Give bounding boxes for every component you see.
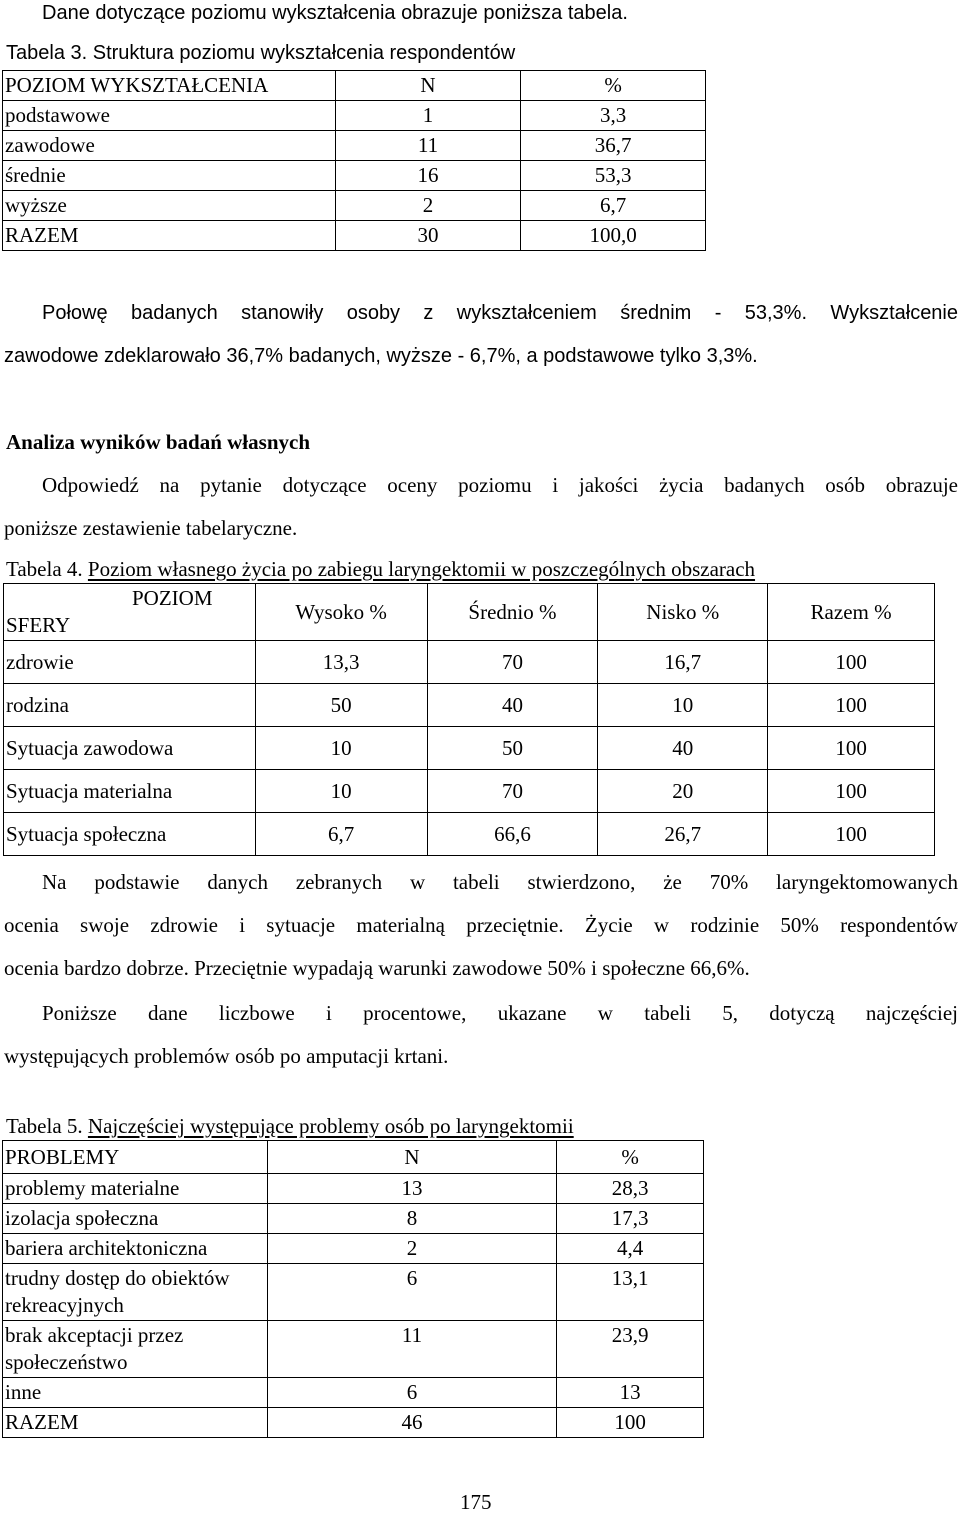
table-cell: 100 [768,684,935,727]
paragraph-line: Połowę badanych stanowiły osoby z wykształceniem średnim - 53,3%. Wykształcenie [42,302,958,324]
table5-caption [6,1114,574,1139]
table-cell: 13 [267,1174,556,1204]
table-row [3,1174,704,1204]
table-cell: Sytuacja zawodowa [4,727,256,770]
corner-label-poziom: POZIOM [132,586,213,610]
table4-caption-title: Poziom własnego życia po zabiegu laryngektomii w poszczególnych obszarach [87,557,756,581]
table-row [3,191,706,221]
table-header-cell: Wysoko % [255,584,427,641]
table-row [3,1234,704,1264]
table-row [4,770,935,813]
table-cell: 20 [598,770,768,813]
table-cell: 100 [768,770,935,813]
table-cell: średnie [3,161,336,191]
paragraph-line: ocenia swoje zdrowie i sytuacje materialną przeciętnie. Życie w rodzinie 50% respondentów [4,913,958,937]
table-row [3,1264,704,1321]
table-cell: 13 [557,1378,704,1408]
education-table [2,70,706,251]
paragraph-table4-intro [4,464,958,550]
paragraph-line: poniższe zestawienie tabelaryczne. [4,516,298,540]
table-header-cell: % [557,1141,704,1174]
table-cell: 17,3 [557,1204,704,1234]
table-cell: wyższe [3,191,336,221]
table-header-row [3,71,706,101]
table-header-cell: Razem % [768,584,935,641]
table-cell: 100,0 [521,221,706,251]
table-cell: 11 [267,1321,556,1378]
table-cell: Sytuacja społeczna [4,813,256,856]
table4-caption-prefix: Tabela 4. [6,557,83,581]
table-row [4,813,935,856]
table-cell: RAZEM [3,1408,268,1438]
paragraph-table4-summary [4,861,958,990]
table-cell: inne [3,1378,268,1408]
table-row [3,161,706,191]
table5-caption-title: Najczęściej występujące problemy osób po laryngektomii [87,1114,574,1138]
paragraph-education-summary [4,292,958,378]
table-cell: brak akceptacji przez społeczeństwo [3,1321,268,1378]
table-row [3,221,706,251]
table-cell: 1 [335,101,521,131]
table-header-cell: Średnio % [427,584,598,641]
table-row [4,727,935,770]
table-cell: Sytuacja materialna [4,770,256,813]
table-cell: 40 [427,684,598,727]
paragraph-line: Odpowiedź na pytanie dotyczące oceny poziomu i jakości życia badanych osób obrazuje [42,473,958,497]
table-cell: 16 [335,161,521,191]
table-cell: 6 [267,1264,556,1321]
table-cell: 8 [267,1204,556,1234]
table-row [3,131,706,161]
table-cell: 50 [427,727,598,770]
table3-caption: Tabela 3. Struktura poziomu wykształcenia respondentów [6,42,516,64]
table-cell: 13,3 [255,641,427,684]
table-header-cell: POZIOM WYKSZTAŁCENIA [3,71,336,101]
table-corner-cell [4,584,256,641]
table-row [4,684,935,727]
paragraph-line: Poniższe dane liczbowe i procentowe, ukazane w tabeli 5, dotyczą najczęściej [42,1001,958,1025]
table-row [4,641,935,684]
table-cell: izolacja społeczna [3,1204,268,1234]
table-cell: 66,6 [427,813,598,856]
table-header-cell: N [267,1141,556,1174]
table-cell: problemy materialne [3,1174,268,1204]
paragraph-line: Na podstawie danych zebranych w tabeli stwierdzono, że 70% laryngektomowanych [42,870,958,894]
table-row [3,1321,704,1378]
intro-sentence: Dane dotyczące poziomu wykształcenia obrazuje poniższa tabela. [42,2,628,24]
paragraph-line: zawodowe zdeklarowało 36,7% badanych, wyższe - 6,7%, a podstawowe tylko 3,3%. [4,345,758,367]
table-cell: bariera architektoniczna [3,1234,268,1264]
table-cell: 10 [598,684,768,727]
table-row [3,1378,704,1408]
table-row [3,1408,704,1438]
table-cell: 100 [768,727,935,770]
table-cell: trudny dostęp do obiektów rekreacyjnych [3,1264,268,1321]
table-header-row [4,584,935,641]
table-cell: 10 [255,727,427,770]
table-cell: zawodowe [3,131,336,161]
table-header-cell: N [335,71,521,101]
table-cell: 2 [267,1234,556,1264]
table-header-cell: Nisko % [598,584,768,641]
paragraph-line: występujących problemów osób po amputacji krtani. [4,1044,449,1068]
table-row [3,101,706,131]
table-cell: 10 [255,770,427,813]
table-cell: 70 [427,641,598,684]
table-cell: 16,7 [598,641,768,684]
table-cell: 6,7 [521,191,706,221]
section-heading: Analiza wyników badań własnych [6,430,310,454]
paragraph-table5-intro [4,992,958,1078]
table-cell: 70 [427,770,598,813]
table-cell: 4,4 [557,1234,704,1264]
table-cell: 36,7 [521,131,706,161]
table-cell: 28,3 [557,1174,704,1204]
table-cell: rodzina [4,684,256,727]
table-cell: 6 [267,1378,556,1408]
table-cell: 11 [335,131,521,161]
corner-label-sfery: SFERY [6,613,71,637]
page-number: 175 [460,1490,492,1514]
paragraph-line: ocenia bardzo dobrze. Przeciętnie wypadają warunki zawodowe 50% i społeczne 66,6%. [4,956,750,980]
table-header-cell: % [521,71,706,101]
table-cell: 13,1 [557,1264,704,1321]
table-cell: 30 [335,221,521,251]
table-cell: 40 [598,727,768,770]
table-cell: podstawowe [3,101,336,131]
table-cell: 100 [557,1408,704,1438]
table-cell: 53,3 [521,161,706,191]
table-cell: 2 [335,191,521,221]
table4-caption [6,557,755,582]
table-cell: 26,7 [598,813,768,856]
life-quality-table [3,583,935,856]
table-cell: RAZEM [3,221,336,251]
table-cell: 23,9 [557,1321,704,1378]
table-cell: 46 [267,1408,556,1438]
problems-table [2,1140,704,1438]
table-header-row [3,1141,704,1174]
table-cell: 100 [768,641,935,684]
table-cell: zdrowie [4,641,256,684]
table-cell: 50 [255,684,427,727]
table-cell: 100 [768,813,935,856]
table-header-cell: PROBLEMY [3,1141,268,1174]
table-row [3,1204,704,1234]
table5-caption-prefix: Tabela 5. [6,1114,83,1138]
table-cell: 3,3 [521,101,706,131]
table-cell: 6,7 [255,813,427,856]
